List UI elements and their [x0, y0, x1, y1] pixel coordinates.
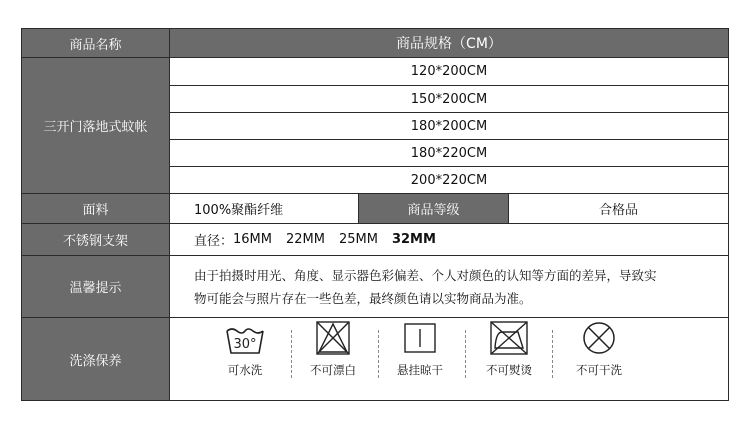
spec-header-cell: [169, 29, 728, 58]
size-value: 180*200CM: [410, 118, 488, 134]
fabric-value-cell: [169, 194, 358, 224]
notice-line: 由于拍摄时用光、角度、显示器色彩偏差、个人对颜色的认知等方面的差异，导致实: [194, 267, 657, 283]
size-value: 180*220CM: [410, 145, 488, 161]
care-divider: [465, 330, 466, 378]
care-label-text: 不可干洗: [576, 363, 622, 377]
fabric-value: 100%聚酯纤维: [194, 203, 284, 218]
no-iron-icon: [488, 318, 530, 358]
frame-label: 不锈钢支架: [62, 234, 128, 249]
size-row: [169, 58, 728, 86]
washtub-30-icon: [224, 318, 266, 358]
care-divider: [552, 330, 553, 378]
product-spec-table: [21, 28, 729, 401]
care-label-text: 悬挂晾干: [397, 363, 443, 377]
care-label-text: 可水洗: [227, 363, 263, 377]
size-row: [169, 167, 728, 194]
care-item: [385, 318, 455, 402]
product-name-cell: [22, 58, 169, 194]
care-label-cell: [22, 318, 169, 400]
frame-prefix: 直径：: [194, 234, 234, 249]
notice-text-cell: [169, 256, 728, 318]
care-item: [298, 318, 368, 402]
fabric-label: 面料: [82, 203, 109, 218]
grade-value: 合格品: [598, 203, 638, 218]
care-label-text: 不可熨烫: [486, 363, 532, 377]
grade-value-cell: [508, 194, 728, 224]
frame-value-cell: [169, 224, 728, 256]
hang-dry-icon: [399, 318, 441, 358]
spec-header-label: 商品规格（CM）: [396, 36, 502, 52]
frame-label-cell: [22, 224, 169, 256]
fabric-label-cell: [22, 194, 169, 224]
notice-label-cell: [22, 256, 169, 318]
frame-diameter: 25MM: [338, 232, 378, 247]
notice-line: 物可能会与照片存在一些色差，最终颜色请以实物商品为准。: [194, 290, 532, 306]
care-item: [474, 318, 544, 402]
care-item: [564, 318, 634, 402]
size-value: 120*200CM: [410, 64, 488, 79]
product-name: 三开门落地式蚊帐: [43, 120, 148, 135]
care-divider: [378, 330, 379, 378]
frame-diameter: 22MM: [286, 232, 325, 247]
wash-temp: 30°: [233, 337, 257, 352]
care-item: [210, 318, 280, 402]
notice-label: 温馨提示: [69, 281, 122, 296]
name-header-cell: [22, 29, 169, 58]
frame-diameter-highlight: 32MM: [391, 232, 436, 247]
grade-label-cell: [358, 194, 508, 224]
care-icons-cell: [169, 318, 728, 400]
size-row: [169, 113, 728, 140]
size-value: 150*200CM: [410, 91, 488, 107]
no-dry-clean-icon: [578, 318, 620, 358]
size-row: [169, 86, 728, 113]
name-header-label: 商品名称: [69, 37, 122, 53]
grade-label: 商品等级: [407, 203, 460, 218]
no-bleach-icon: [312, 318, 354, 358]
care-label-text: 不可漂白: [310, 363, 356, 377]
frame-diameter: 16MM: [233, 232, 272, 247]
size-value: 200*220CM: [410, 172, 488, 188]
size-row: [169, 140, 728, 167]
care-label: 洗涤保养: [69, 353, 122, 369]
care-divider: [291, 330, 292, 378]
